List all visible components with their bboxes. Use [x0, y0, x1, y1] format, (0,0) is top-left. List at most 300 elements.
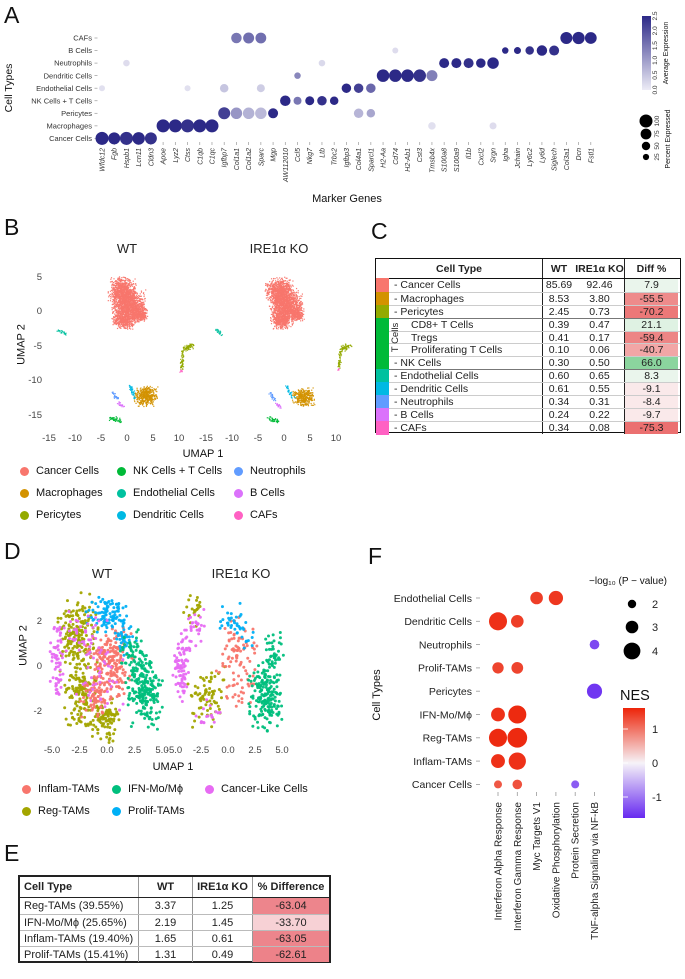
- pathway-label: Protein Secretion: [570, 802, 582, 879]
- umap-panel-all-cells: [0, 215, 360, 535]
- percent-legend-dot: [643, 154, 649, 160]
- gene-label: Tmsb4x: [429, 148, 437, 173]
- legend-label: Dendritic Cells: [133, 509, 204, 521]
- expression-dot: [389, 69, 402, 82]
- legend-label: Cancer Cells: [36, 465, 99, 477]
- x-tick-label: 5: [150, 433, 156, 444]
- pathway-label: Myc Targets V1: [532, 802, 544, 871]
- x-tick-label: 5: [307, 433, 313, 444]
- expression-dot: [294, 97, 302, 105]
- colorbar-tick-label: 0.0: [652, 85, 659, 95]
- diff-value: -70.2: [624, 306, 678, 318]
- table-row: [20, 898, 329, 914]
- table-row: [376, 369, 680, 382]
- percent-legend-label: 100: [654, 115, 661, 127]
- x-tick-label: 2.5: [127, 745, 142, 756]
- expression-dot: [243, 108, 255, 120]
- cluster-color-swatch: [376, 278, 389, 292]
- header-cell-diff: % Difference: [252, 877, 329, 897]
- header-cell-celltype: Cell Type: [24, 881, 73, 893]
- legend-item: [117, 510, 204, 521]
- cell-type-name: - Dendritic Cells: [394, 383, 469, 396]
- legend-label: IFN-Mo/Mϕ: [128, 783, 184, 795]
- nes-dot: [492, 662, 503, 673]
- ko-value: 1.45: [192, 915, 252, 930]
- cell-type-label: Endothelial Cells: [393, 592, 472, 605]
- legend-label: B Cells: [250, 487, 285, 499]
- legend-label: CAFs: [250, 509, 278, 521]
- legend-item: [20, 466, 99, 477]
- gene-label: Lyz2: [172, 148, 180, 163]
- cell-type-name: - NK Cells: [394, 357, 442, 370]
- diff-value: -9.1: [624, 383, 678, 395]
- marker-gene-dotplot: [0, 0, 685, 212]
- gene-label: Nkg7: [307, 148, 315, 165]
- diff-value: 66.0: [624, 357, 678, 369]
- cell-type-label: Dendritic Cells: [404, 616, 472, 629]
- percent-legend-dot: [642, 142, 650, 150]
- cell-type-label: IFN-Mo/Mϕ: [419, 709, 472, 722]
- cell-type-name: - CAFs: [394, 421, 427, 434]
- nes-dot: [489, 729, 507, 747]
- gene-label: Ctss: [185, 148, 193, 162]
- umap-panel-macrophage-subtypes: [0, 540, 345, 840]
- pvalue-legend-label: 4: [652, 646, 659, 658]
- ko-value: 0.55: [589, 383, 610, 396]
- gene-label: Cxcl2: [478, 148, 486, 166]
- legend-item: [117, 488, 215, 499]
- header-cell-diff: Diff %: [624, 259, 678, 278]
- gene-label: Ltb: [319, 148, 327, 158]
- legend-color-dot: [234, 489, 243, 498]
- y-tick-label: 0: [36, 661, 42, 672]
- expression-dot: [120, 132, 133, 145]
- gene-label: Ly6c2: [527, 148, 535, 167]
- gene-label: Igfbp3: [343, 148, 351, 168]
- header-cell-ko: IRE1α KO: [192, 877, 252, 897]
- expression-dot: [537, 45, 548, 56]
- legend-label: Inflam-TAMs: [38, 783, 100, 795]
- y-axis-title: Cell Types: [3, 63, 15, 113]
- cell-type-name: Proliferating T Cells: [411, 344, 503, 357]
- expression-dot: [572, 32, 584, 44]
- expression-dot: [487, 57, 499, 69]
- x-tick-label: 0.0: [100, 745, 114, 756]
- expression-dot: [585, 32, 597, 44]
- y-tick-label: -15: [28, 409, 42, 421]
- expression-dot: [392, 48, 398, 54]
- x-tick-label: 2.5: [248, 745, 262, 756]
- table-row: [376, 408, 680, 421]
- gene-label: Trbc2: [331, 148, 339, 166]
- percent-legend-title: Percent Expressed: [665, 109, 672, 169]
- cell-type-label: NK Cells + T Cells: [31, 96, 92, 106]
- cell-type-label: Pericytes: [61, 108, 92, 118]
- cell-type-name: Inflam-TAMs (19.40%): [24, 932, 134, 945]
- expression-dot: [294, 72, 301, 79]
- legend-color-dot: [20, 489, 29, 498]
- expression-dot: [255, 108, 267, 120]
- gene-label: Hspb1: [123, 148, 131, 169]
- cell-type-name: Reg-TAMs (39.55%): [24, 900, 124, 913]
- table-row: [376, 382, 680, 395]
- expression-dot: [330, 97, 339, 106]
- legend-color-dot: [234, 467, 243, 476]
- expression-dot: [413, 69, 426, 82]
- legend-color-dot: [22, 807, 31, 816]
- ko-value: 3.80: [589, 292, 610, 305]
- diff-value: 21.1: [624, 319, 678, 331]
- cell-type-name: - Macrophages: [394, 292, 465, 305]
- nes-legend-title: NES: [620, 688, 650, 704]
- x-tick-label: -2.5: [192, 745, 210, 756]
- expression-dot: [169, 119, 182, 132]
- legend-item: [234, 510, 278, 521]
- nes-dot: [511, 615, 524, 628]
- x-axis-title: UMAP 1: [152, 761, 194, 773]
- cell-type-name: CD8+ T Cells: [411, 318, 474, 331]
- legend-item: [205, 784, 308, 795]
- legend-item: [234, 488, 285, 499]
- expression-dot: [490, 122, 497, 129]
- cluster-color-swatch: [376, 305, 389, 319]
- plot-title: IRE1α KO: [211, 566, 271, 581]
- x-tick-label: -10: [68, 433, 82, 444]
- umap-canvas-macrophage-subtypes: [0, 540, 345, 780]
- pvalue-legend-dot: [624, 643, 641, 660]
- nes-dot: [489, 612, 507, 630]
- plot-title: WT: [91, 566, 113, 581]
- legend-color-dot: [20, 511, 29, 520]
- gene-label: S100a8: [441, 148, 449, 173]
- diff-value: -9.7: [624, 409, 678, 421]
- wt-value: 1.65: [138, 931, 192, 946]
- legend-label: Prolif-TAMs: [128, 805, 185, 817]
- x-tick-label: -5: [253, 433, 263, 444]
- gene-label: Sparc: [258, 148, 266, 167]
- expression-dot: [377, 69, 390, 82]
- legend-color-dot: [205, 785, 214, 794]
- wt-value: 0.34: [542, 396, 575, 408]
- expression-dot: [185, 85, 191, 91]
- expression-dot: [231, 33, 242, 44]
- expression-dot: [218, 107, 230, 119]
- percent-legend-dot: [640, 115, 653, 128]
- cluster-color-swatch: [376, 318, 389, 332]
- wt-value: 3.37: [138, 898, 192, 914]
- wt-value: 1.31: [138, 947, 192, 962]
- expression-dot: [549, 46, 559, 56]
- gene-label: Mgp: [270, 148, 278, 162]
- nes-dot: [590, 640, 600, 650]
- ko-value: 0.22: [589, 408, 610, 421]
- wt-value: 8.53: [542, 293, 575, 305]
- colorbar-tick-label: 1.5: [652, 41, 659, 51]
- diff-value: 8.3: [624, 370, 678, 382]
- avg-expression-colorbar: [642, 16, 651, 90]
- expression-dot: [367, 109, 376, 118]
- gene-label: Cldn3: [148, 148, 156, 167]
- legend-color-dot: [117, 511, 126, 520]
- nes-dot: [507, 728, 527, 748]
- gene-label: AW112010: [282, 148, 290, 182]
- expression-dot: [428, 122, 436, 130]
- y-axis-title: UMAP 2: [17, 625, 30, 666]
- gene-label: Wfdc12: [99, 148, 107, 172]
- legend-label: Cancer-Like Cells: [221, 783, 308, 795]
- legend-item: [112, 806, 185, 817]
- colorbar-tick-label: 2.5: [652, 11, 659, 21]
- expression-dot: [354, 83, 364, 93]
- expression-dot: [280, 96, 291, 107]
- legend-color-dot: [112, 785, 121, 794]
- expression-dot: [401, 69, 414, 82]
- ko-value: 0.31: [589, 396, 610, 408]
- gene-label: H2-Ab1: [405, 148, 412, 172]
- x-tick-label: -15: [199, 433, 213, 444]
- percent-legend-label: 50: [654, 142, 661, 150]
- expression-dot: [354, 109, 364, 119]
- nes-dot: [491, 708, 505, 722]
- pathway-label: TNF-alpha Signaling via NF-kB: [590, 802, 601, 940]
- expression-dot: [451, 58, 461, 68]
- wt-value: 0.34: [542, 422, 575, 434]
- diff-value: -33.70: [252, 915, 329, 930]
- legend-item: [22, 784, 100, 795]
- pathway-label: Interferon Gamma Response: [512, 802, 524, 931]
- table-row: [20, 930, 329, 946]
- table-row: [376, 318, 680, 331]
- diff-value: -40.7: [624, 344, 678, 356]
- nes-dot: [491, 754, 505, 768]
- nes-tick-label: 0: [652, 758, 659, 770]
- colorbar-tick-label: 1.0: [652, 55, 659, 65]
- legend-label: Neutrophils: [250, 465, 306, 477]
- pvalue-legend-dot: [628, 600, 636, 608]
- x-tick-label: -2.5: [71, 745, 88, 756]
- x-tick-label: 5.0: [275, 745, 289, 756]
- cluster-color-swatch: [376, 382, 389, 396]
- x-tick-label: -5.0: [43, 745, 61, 756]
- cell-type-label: Dendritic Cells: [43, 71, 92, 81]
- y-tick-label: 2: [36, 616, 42, 627]
- pathway-label: Oxidative Phosphorylation: [551, 802, 563, 919]
- gene-label: Ccl5: [295, 148, 303, 163]
- legend-color-dot: [22, 785, 31, 794]
- table-row: [376, 356, 680, 369]
- x-tick-label: -5: [96, 433, 106, 444]
- expression-dot: [157, 119, 170, 132]
- expression-dot: [305, 96, 314, 105]
- cluster-color-swatch: [376, 331, 389, 345]
- plot-title: IRE1α KO: [249, 241, 309, 256]
- y-tick-label: -10: [28, 375, 42, 386]
- pvalue-legend-label: 2: [652, 599, 659, 611]
- x-tick-label: 0: [281, 433, 287, 444]
- expression-dot: [243, 33, 254, 44]
- diff-value: -62.61: [252, 947, 329, 962]
- percent-legend-label: 75: [654, 130, 661, 138]
- expression-dot: [464, 58, 474, 68]
- expression-dot: [193, 119, 206, 132]
- y-tick-label: 5: [36, 271, 42, 283]
- legend-color-dot: [112, 807, 121, 816]
- nes-dot: [530, 592, 543, 605]
- nes-dot: [549, 591, 563, 605]
- colorbar-tick-label: 0.5: [652, 70, 659, 80]
- cluster-color-swatch: [376, 356, 389, 370]
- legend-color-dot: [117, 467, 126, 476]
- ko-value: 0.17: [589, 331, 610, 344]
- cell-type-name: - Neutrophils: [394, 396, 454, 408]
- gene-label: Col1a1: [233, 147, 241, 171]
- expression-dot: [145, 132, 157, 144]
- ko-value: 0.50: [589, 357, 610, 370]
- tam-proportion-table: [18, 875, 331, 963]
- cell-type-label: Pericytes: [428, 686, 472, 698]
- colorbar-title: Average Expression: [663, 21, 670, 85]
- cell-type-name: - B Cells: [394, 408, 434, 421]
- wt-value: 0.39: [542, 319, 575, 331]
- gene-label: Fstl1: [588, 148, 596, 164]
- t-cells-group-label: [389, 318, 402, 357]
- header-cell-wt: WT: [542, 259, 575, 278]
- ko-value: 92.46: [586, 279, 613, 292]
- gene-label: Fgb: [111, 148, 119, 161]
- cell-type-label: Endothelial Cells: [36, 83, 92, 93]
- cluster-color-swatch: [376, 292, 389, 306]
- cell-proportion-table: [375, 258, 681, 433]
- pathway-label: Interferon Alpha Response: [493, 802, 505, 921]
- nes-dot: [512, 780, 522, 790]
- gene-label: C1qc: [209, 148, 217, 165]
- cell-type-label: Prolif-TAMs: [417, 662, 472, 675]
- gene-label: Col4a1: [356, 148, 364, 171]
- table-row: [376, 395, 680, 408]
- table-row: [376, 343, 680, 356]
- ko-value: 0.47: [589, 318, 610, 331]
- gene-label: Lcn11: [136, 148, 144, 167]
- expression-dot: [181, 119, 194, 132]
- y-tick-label: 0: [36, 306, 42, 317]
- x-axis-title: UMAP 1: [182, 448, 224, 460]
- legend-color-dot: [234, 511, 243, 520]
- gene-label: Srgn: [490, 148, 498, 163]
- gene-label: Col1a2: [246, 148, 254, 171]
- colorbar-tick-label: 2.0: [652, 26, 659, 36]
- cluster-color-swatch: [376, 395, 389, 409]
- gene-label: C1qb: [197, 148, 205, 165]
- diff-value: -75.3: [624, 422, 678, 434]
- expression-dot: [257, 84, 265, 92]
- x-tick-label: 0.0: [221, 745, 235, 756]
- ko-value: 0.65: [589, 370, 610, 383]
- x-tick-label: -5.0: [165, 745, 183, 756]
- gene-label: Dcn: [576, 148, 584, 161]
- expression-dot: [560, 32, 572, 44]
- legend-item: [20, 510, 81, 521]
- x-tick-label: 10: [330, 433, 342, 444]
- cell-type-label: Reg-TAMs: [422, 732, 472, 745]
- nes-dot: [494, 780, 502, 788]
- cluster-color-swatch: [376, 343, 389, 357]
- x-tick-label: 10: [173, 433, 185, 444]
- gene-label: H2-Aa: [380, 148, 388, 168]
- cell-type-label: CAFs: [73, 33, 92, 43]
- plot-title: WT: [116, 241, 138, 256]
- legend-label: Endothelial Cells: [133, 487, 215, 499]
- expression-dot: [99, 85, 105, 91]
- table-row: [376, 305, 680, 318]
- percent-legend-label: 25: [654, 153, 661, 161]
- ko-value: 0.49: [192, 947, 252, 962]
- gene-label: Il1b: [466, 148, 474, 160]
- expression-dot: [319, 60, 326, 67]
- wt-value: 0.24: [542, 409, 575, 421]
- legend-color-dot: [117, 489, 126, 498]
- x-tick-label: 5.0: [155, 745, 169, 756]
- expression-dot: [220, 84, 229, 93]
- ko-value: 0.73: [589, 305, 610, 318]
- legend-label: Reg-TAMs: [38, 805, 90, 817]
- panel-label-c: C: [371, 218, 388, 244]
- expression-dot: [132, 132, 145, 145]
- wt-value: 0.10: [542, 344, 575, 356]
- gene-label: Apoe: [160, 148, 168, 165]
- wt-value: 0.41: [542, 332, 575, 344]
- diff-value: 7.9: [624, 279, 678, 292]
- cell-type-name: - Endothelial Cells: [394, 370, 479, 383]
- gene-label: Siglech: [551, 148, 559, 171]
- nes-dot: [509, 752, 526, 769]
- pvalue-legend-label: 3: [652, 622, 659, 634]
- ko-value: 0.08: [589, 421, 610, 434]
- percent-legend-dot: [641, 129, 652, 140]
- cell-type-name: Prolif-TAMs (15.41%): [24, 948, 129, 961]
- legend-item: [234, 466, 306, 477]
- table-row: [20, 914, 329, 930]
- diff-value: -8.4: [624, 396, 678, 408]
- table-row: [376, 292, 680, 305]
- cell-type-label: Inflam-TAMs: [413, 755, 472, 768]
- legend-label: Pericytes: [36, 509, 82, 521]
- header-cell-celltype: Cell Type: [436, 262, 482, 275]
- y-tick-label: -2: [33, 706, 42, 717]
- header-cell-wt: WT: [138, 877, 192, 897]
- expression-dot: [525, 46, 534, 55]
- cell-type-label: Cancer Cells: [49, 134, 92, 143]
- diff-value: -59.4: [624, 332, 678, 344]
- expression-dot: [514, 47, 521, 54]
- nes-dot: [587, 684, 602, 699]
- gene-label: Igha: [502, 148, 510, 162]
- gene-label: Cd74: [392, 148, 400, 165]
- expression-dot: [231, 108, 243, 120]
- table-row: [20, 946, 329, 962]
- diff-value: -63.04: [252, 898, 329, 914]
- table-header-row: [20, 877, 329, 898]
- cell-type-label: Macrophages: [46, 121, 92, 131]
- nes-tick-label: -1: [652, 792, 662, 804]
- gsea-dotplot: [340, 540, 685, 979]
- expression-dot: [108, 132, 120, 144]
- expression-dot: [123, 60, 130, 67]
- legend-item: [22, 806, 90, 817]
- diff-value: -63.05: [252, 931, 329, 946]
- gene-label: Jchain: [514, 148, 522, 169]
- panel-label-f: F: [368, 543, 383, 569]
- expression-dot: [268, 108, 278, 118]
